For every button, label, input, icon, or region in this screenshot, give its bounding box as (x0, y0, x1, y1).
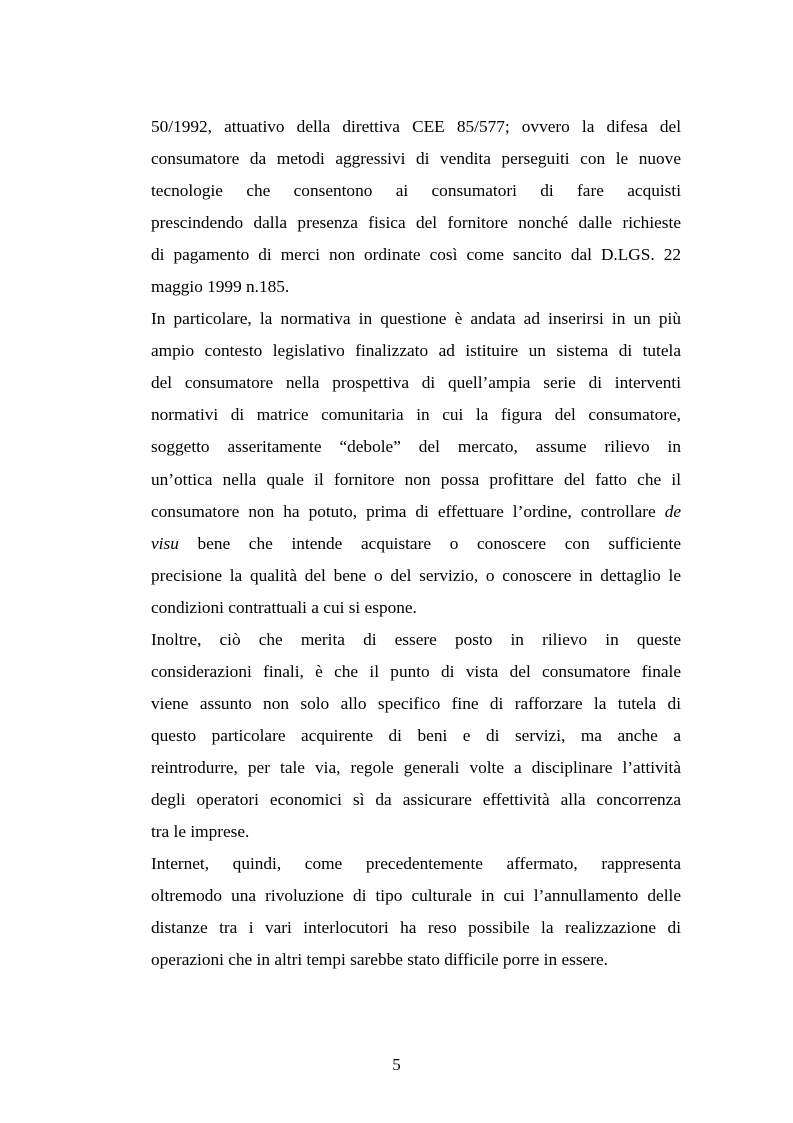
text-line: del consumatore nella prospettiva di quell’ampia serie di interventi (151, 373, 681, 393)
text-line: soggetto asseritamente “debole” del mercato, assume rilievo in (151, 437, 681, 457)
text-line: consumatore da metodi aggressivi di vendita perseguiti con le nuove (151, 149, 681, 169)
italic-text: de (664, 501, 681, 521)
text-line: operazioni che in altri tempi sarebbe stato difficile porre in essere. (151, 950, 608, 970)
text-line: precisione la qualità del bene o del servizio, o conoscere in dettaglio le (151, 565, 681, 585)
text-segment: consumatore non ha potuto, prima di effettuare l’ordine, controllare (151, 501, 665, 521)
paragraph-1 (151, 111, 681, 303)
body-text (151, 111, 681, 976)
text-line: distanze tra i vari interlocutori ha reso possibile la realizzazione di (151, 918, 681, 938)
text-line-with-italic (151, 528, 681, 560)
text-line: tra le imprese. (151, 822, 250, 842)
text-line: degli operatori economici sì da assicurare effettività alla concorrenza (151, 789, 681, 809)
text-line: ampio contesto legislativo finalizzato ad istituire un sistema di tutela (151, 341, 681, 361)
text-line: questo particolare acquirente di beni e di servizi, ma anche a (151, 725, 681, 745)
paragraph-4 (151, 848, 681, 976)
text-line: 50/1992, attuativo della direttiva CEE 85/577; ovvero la difesa del (151, 117, 681, 136)
text-line: di pagamento di merci non ordinate così come sancito dal D.LGS. 22 (151, 245, 681, 265)
text-line: normativi di matrice comunitaria in cui la figura del consumatore, (151, 405, 681, 425)
text-line-with-italic (151, 496, 681, 528)
text-line: maggio 1999 n.185. (151, 277, 290, 297)
text-line: un’ottica nella quale il fornitore non possa profittare del fatto che il (151, 469, 681, 489)
text-line: considerazioni finali, è che il punto di vista del consumatore finale (151, 661, 681, 681)
page-number: 5 (392, 1055, 401, 1074)
text-line: Inoltre, ciò che merita di essere posto in rilievo in queste (151, 629, 681, 649)
text-line: In particolare, la normativa in questione è andata ad inserirsi in un più (151, 309, 681, 329)
text-line: prescindendo dalla presenza fisica del fornitore nonché dalle richieste (151, 213, 681, 233)
text-line: Internet, quindi, come precedentemente affermato, rappresenta (151, 854, 681, 874)
paragraph-2 (151, 303, 681, 623)
paragraph-3 (151, 624, 681, 848)
text-line: tecnologie che consentono ai consumatori di fare acquisti (151, 181, 681, 201)
text-line: reintrodurre, per tale via, regole generali volte a disciplinare l’attività (151, 757, 681, 777)
text-line: condizioni contrattuali a cui si espone. (151, 597, 417, 617)
text-line: viene assunto non solo allo specifico fine di rafforzare la tutela di (151, 693, 681, 713)
italic-text: visu (151, 533, 179, 553)
text-segment: bene che intende acquistare o conoscere con sufficiente (178, 533, 681, 553)
text-line: oltremodo una rivoluzione di tipo culturale in cui l’annullamento delle (151, 886, 681, 906)
